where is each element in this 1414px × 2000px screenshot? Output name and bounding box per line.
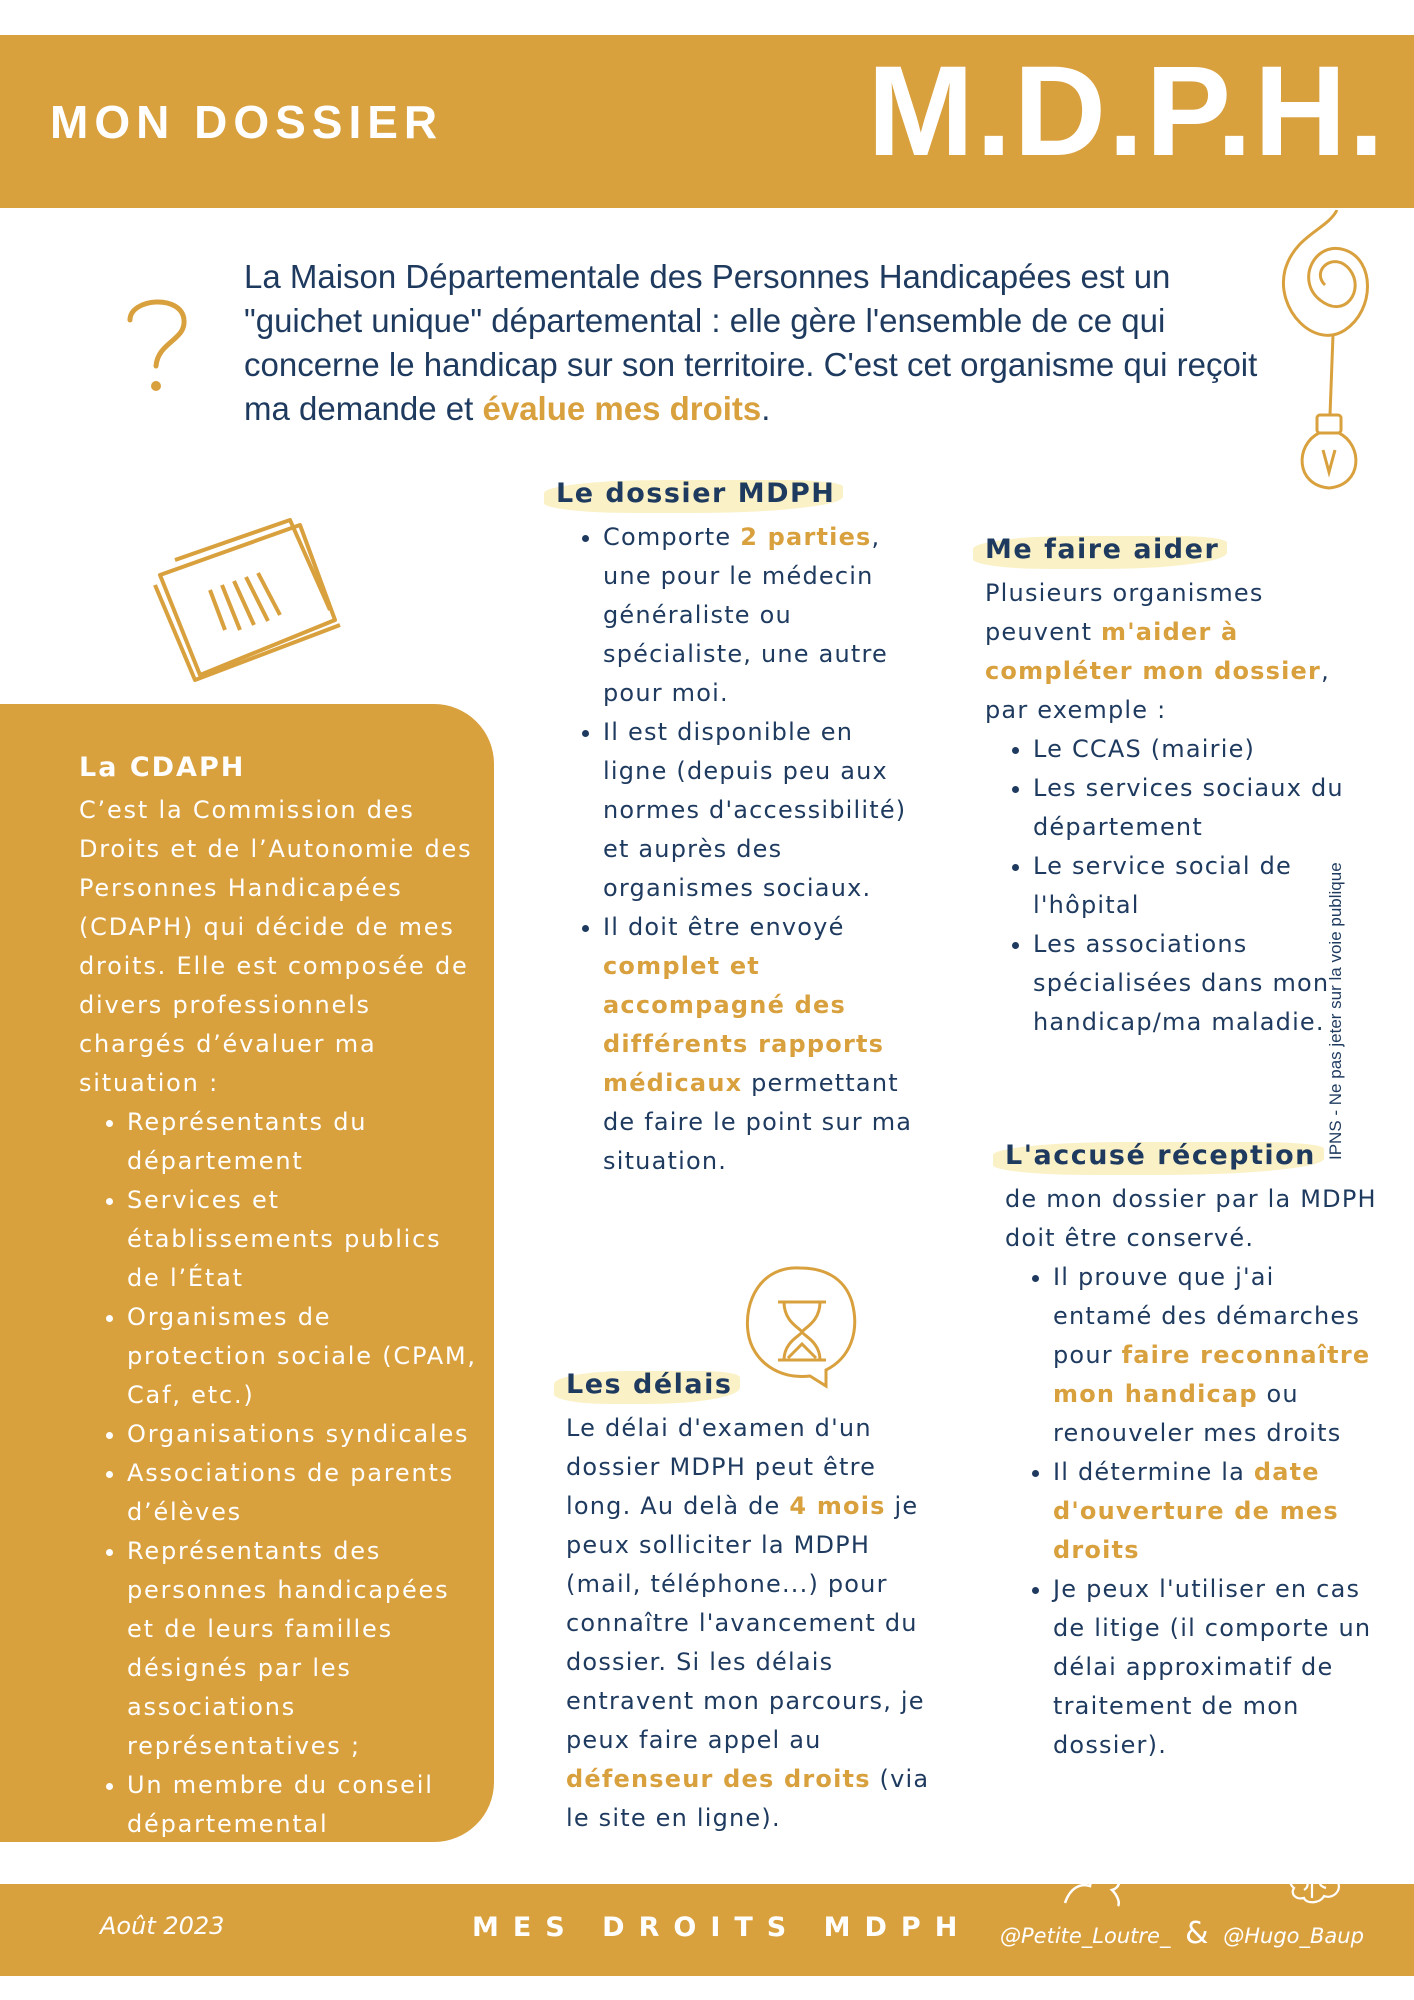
mdph-logo: M.D.P.H. xyxy=(867,40,1386,183)
dossier-title: Le dossier MDPH xyxy=(556,474,835,513)
aider-text: Plusieurs organismes peuvent m'aider à compléter mon dossier, par exemple : xyxy=(985,579,1330,724)
intro-paragraph: La Maison Départementale des Personnes Handicapées est un "guichet unique" départemental : elle gère l'ensemble de ce qui concerne le handicap sur son territoire. C'est cet organisme qui reçoit ma demande et évalue mes droits. xyxy=(244,258,1258,427)
cdaph-section xyxy=(79,748,479,1922)
list-item: • Il doit être envoyé complet et accompagné des différents rapports médicaux permettant de faire le point sur ma situation. xyxy=(603,908,926,1181)
list-item: • Il prouve que j'ai entamé des démarches pour faire reconnaître mon handicap ou renouveler mes droits xyxy=(1053,1258,1380,1453)
cdaph-title: La CDAPH xyxy=(79,752,246,783)
aider-title: Me faire aider xyxy=(985,530,1219,569)
delais-text: Le délai d'examen d'un dossier MDPH peut être long. Au delà de 4 mois je peux solliciter la MDPH (mail, téléphone...) pour connaître l'avancement du dossier. Si les délais entravent mon parcours, je peux faire appel au défenseur des droits (via le site en ligne). xyxy=(566,1414,930,1832)
cdaph-text: C’est la Commission des Droits et de l’Autonomie des Personnes Handicapées (CDAPH) qui décide de mes droits. Elle est composée de divers professionnels chargés d’évaluer ma situation : xyxy=(79,796,473,1097)
list-item: • Comporte 2 parties, une pour le médecin généraliste ou spécialiste, une autre pour moi. xyxy=(603,518,926,713)
footer-date: Août 2023 xyxy=(100,1912,225,1940)
list-item: • Représentants du département xyxy=(127,1103,479,1181)
list-item: • Les associations spécialisées dans mon handicap/ma maladie. xyxy=(1033,925,1345,1042)
dossier-section xyxy=(556,474,926,1181)
documents-icon xyxy=(150,515,350,685)
accuse-section xyxy=(1005,1136,1380,1765)
delais-title: Les délais xyxy=(566,1365,732,1404)
list-item: • Organisations syndicales xyxy=(127,1415,479,1454)
delais-section xyxy=(566,1365,936,1838)
list-item: • Je peux l'utiliser en cas de litige (il comporte un délai approximatif de traitement de mon dossier). xyxy=(1053,1570,1380,1765)
list-item: • Représentants des personnes handicapées et de leurs familles désignés par les associations représentatives ; xyxy=(127,1532,479,1766)
ipns-note: IPNS - Ne pas jeter sur la voie publique xyxy=(1326,862,1345,1160)
question-mark-icon xyxy=(118,290,198,402)
list-item: • Le service social de l'hôpital xyxy=(1033,847,1345,925)
page-title: MON DOSSIER xyxy=(50,96,444,148)
list-item: • Organismes de protection sociale (CPAM, Caf, etc.) xyxy=(127,1298,479,1415)
list-item: • Un membre du conseil départemental consultatif des xyxy=(127,1766,479,1922)
list-item: • Associations de parents d’élèves xyxy=(127,1454,479,1532)
list-item: • Le CCAS (mairie) xyxy=(1033,730,1345,769)
footer-credits: @Petite_Loutre_ & @Hugo_Baup xyxy=(1000,1916,1364,1951)
list-item: • Il est disponible en ligne (depuis peu aux normes d'accessibilité) et auprès des organismes sociaux. xyxy=(603,713,926,908)
otter-icon xyxy=(1060,1858,1130,1908)
aider-section xyxy=(985,530,1345,1042)
list-item: • Il détermine la date d'ouverture de mes droits xyxy=(1053,1453,1380,1570)
list-item: • Services et établissements publics de l’État xyxy=(127,1181,479,1298)
footer-title: MES DROITS MDPH xyxy=(472,1912,972,1943)
brain-icon xyxy=(1284,1858,1346,1908)
lightbulb-icon xyxy=(1275,210,1385,500)
accuse-title: L'accusé réception xyxy=(1005,1136,1316,1175)
accuse-text: de mon dossier par la MDPH doit être conservé. xyxy=(1005,1185,1377,1252)
list-item: • Les services sociaux du département xyxy=(1033,769,1345,847)
